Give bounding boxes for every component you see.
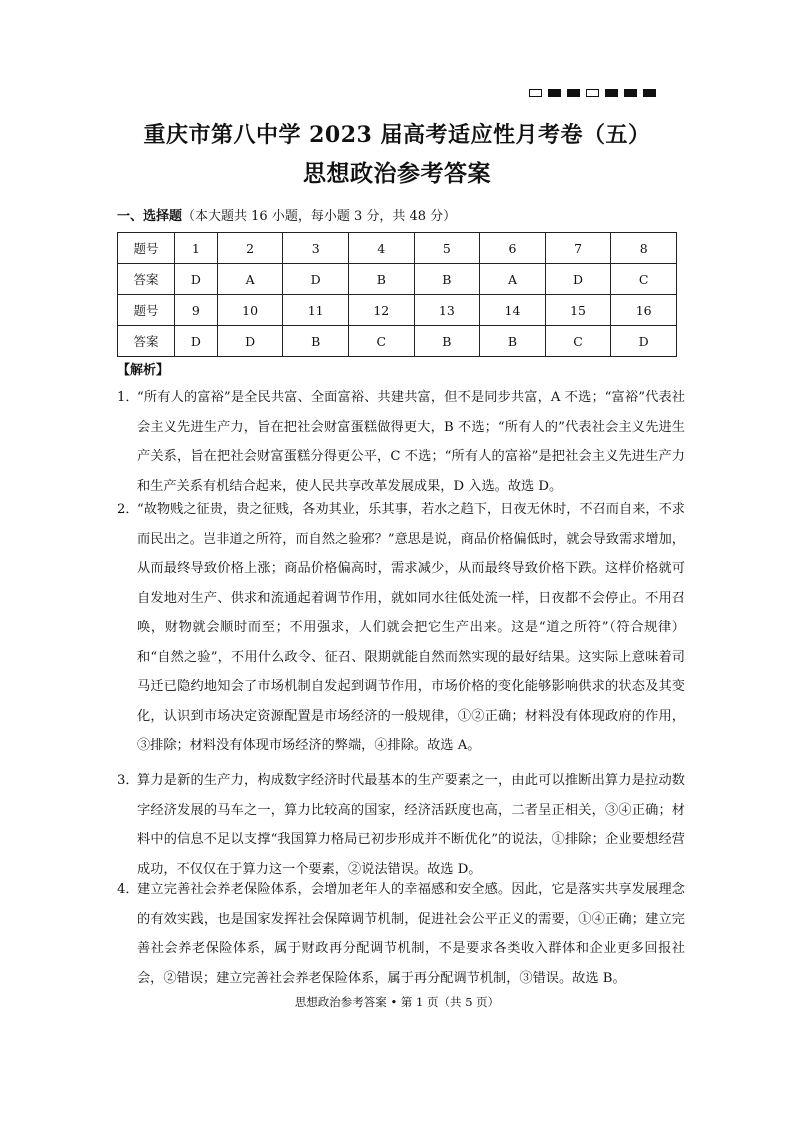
explanation-item bbox=[117, 383, 685, 501]
filled-square-mark bbox=[567, 89, 580, 97]
page-subtitle: 思想政治参考答案 bbox=[303, 160, 491, 187]
analysis-heading: 【解析】 bbox=[117, 363, 170, 378]
question-number: 6 bbox=[480, 233, 546, 264]
filled-square-mark bbox=[643, 89, 656, 97]
item-number: 2． bbox=[117, 502, 139, 517]
explanation-item bbox=[117, 875, 685, 993]
answer-cell: D bbox=[545, 264, 611, 295]
answer-cell: B bbox=[480, 326, 546, 357]
item-number: 3． bbox=[117, 773, 139, 788]
item-text: “故物贱之征贵，贵之征贱，各劝其业，乐其事，若水之趋下，日夜无休时，不召而自来，不求而民出之。岂非道之所符，而自然之验邪？”意思是说，商品价格偏低时，就会导致需求增加，从而最终导致价格上涨；商品价格偏高时，需求减少，从而最终导致价格下跌。这样价格就可自发地对生产、供求和流通起着调节作用，就如同水往低处流一样，日夜都不会停止。不用召唤，财物就会顺时而至；不用强求，人们就会把它生产出来。这是“道之所符”（符合规律）和“自然之验”，不用什么政令、征召、限期就能自然而然实现的最好结果。这实际上意味着司马迁已隐约地知会了市场机制自发起到调节作用，市场价格的变化能够影响供求的状态及其变化，认识到市场决定资源配置是市场经济的一般规律，①②正确；材料没有体现政府的作用，③排除；材料没有体现市场经济的弊端，④排除。故选 A。 bbox=[137, 502, 685, 753]
question-number: 14 bbox=[480, 295, 546, 326]
row-label: 答案 bbox=[118, 326, 175, 357]
table-row bbox=[118, 295, 677, 326]
answer-cell: D bbox=[175, 264, 218, 295]
question-number: 5 bbox=[414, 233, 480, 264]
answer-cell: A bbox=[217, 264, 283, 295]
question-number: 3 bbox=[283, 233, 349, 264]
table-row bbox=[118, 233, 677, 264]
answer-cell: B bbox=[283, 326, 349, 357]
item-text: 建立完善社会养老保险体系，会增加老年人的幸福感和安全感。因此，它是落实共享发展理念的有效实践，也是国家发挥社会保障调节机制，促进社会公平正义的需要，①④正确；建立完善社会养老保险体系，属于财政再分配调节机制，不是要求各类收入群体和企业更多回报社会，②错误；建立完善社会养老保险体系，属于再分配调节机制，③错误。故选 B。 bbox=[137, 882, 685, 986]
answer-cell: C bbox=[545, 326, 611, 357]
question-number: 12 bbox=[348, 295, 414, 326]
page-footer: 思想政治参考答案 • 第 1 页（共 5 页） bbox=[294, 995, 500, 1009]
question-number: 4 bbox=[348, 233, 414, 264]
answer-cell: D bbox=[611, 326, 677, 357]
header-marks bbox=[529, 89, 656, 97]
answer-cell: B bbox=[414, 264, 480, 295]
table-row bbox=[118, 326, 677, 357]
answer-cell: B bbox=[348, 264, 414, 295]
question-number: 10 bbox=[217, 295, 283, 326]
answer-cell: C bbox=[348, 326, 414, 357]
answer-cell: C bbox=[611, 264, 677, 295]
hollow-square-mark bbox=[586, 89, 599, 97]
table-row bbox=[118, 264, 677, 295]
answer-cell: B bbox=[414, 326, 480, 357]
question-number: 2 bbox=[217, 233, 283, 264]
section-note: （本大题共 16 小题，每小题 3 分，共 48 分） bbox=[182, 209, 457, 224]
hollow-square-mark bbox=[529, 89, 542, 97]
filled-square-mark bbox=[605, 89, 618, 97]
row-label: 答案 bbox=[118, 264, 175, 295]
filled-square-mark bbox=[548, 89, 561, 97]
item-number: 4． bbox=[117, 882, 139, 897]
item-number: 1． bbox=[117, 390, 139, 405]
question-number: 16 bbox=[611, 295, 677, 326]
page-title: 重庆市第八中学 2023 届高考适应性月考卷（五） bbox=[143, 122, 651, 148]
filled-square-mark bbox=[624, 89, 637, 97]
question-number: 13 bbox=[414, 295, 480, 326]
row-label: 题号 bbox=[118, 295, 175, 326]
question-number: 9 bbox=[175, 295, 218, 326]
item-text: 算力是新的生产力，构成数字经济时代最基本的生产要素之一，由此可以推断出算力是拉动数字经济发展的马车之一，算力比较高的国家，经济活跃度也高，二者呈正相关，③④正确；材料中的信息不足以支撑“我国算力格局已初步形成并不断优化”的说法，①排除；企业要想经营成功，不仅仅在于算力这一个要素，②说法错误。故选 D。 bbox=[137, 773, 685, 877]
answer-cell: D bbox=[217, 326, 283, 357]
answer-cell: A bbox=[480, 264, 546, 295]
section-heading bbox=[117, 205, 456, 224]
question-number: 1 bbox=[175, 233, 218, 264]
answer-cell: D bbox=[175, 326, 218, 357]
explanation-item bbox=[117, 766, 685, 884]
answer-table bbox=[117, 232, 677, 357]
section-label: 一、选择题 bbox=[117, 209, 183, 224]
question-number: 15 bbox=[545, 295, 611, 326]
item-text: “所有人的富裕”是全民共富、全面富裕、共建共富，但不是同步共富，A 不选；“富裕”代表社会主义先进生产力，旨在把社会财富蛋糕做得更大，B 不选；“所有人的”代表社会主义先进生产关系，旨在把社会财富蛋糕分得更公平，C 不选；“所有人的富裕”是把社会主义先进生产力和生产关系有机结合起来，使人民共享改革发展成果，D 入选。故选 D。 bbox=[137, 390, 685, 494]
question-number: 7 bbox=[545, 233, 611, 264]
question-number: 11 bbox=[283, 295, 349, 326]
question-number: 8 bbox=[611, 233, 677, 264]
row-label: 题号 bbox=[118, 233, 175, 264]
explanation-item bbox=[117, 495, 685, 761]
answer-cell: D bbox=[283, 264, 349, 295]
